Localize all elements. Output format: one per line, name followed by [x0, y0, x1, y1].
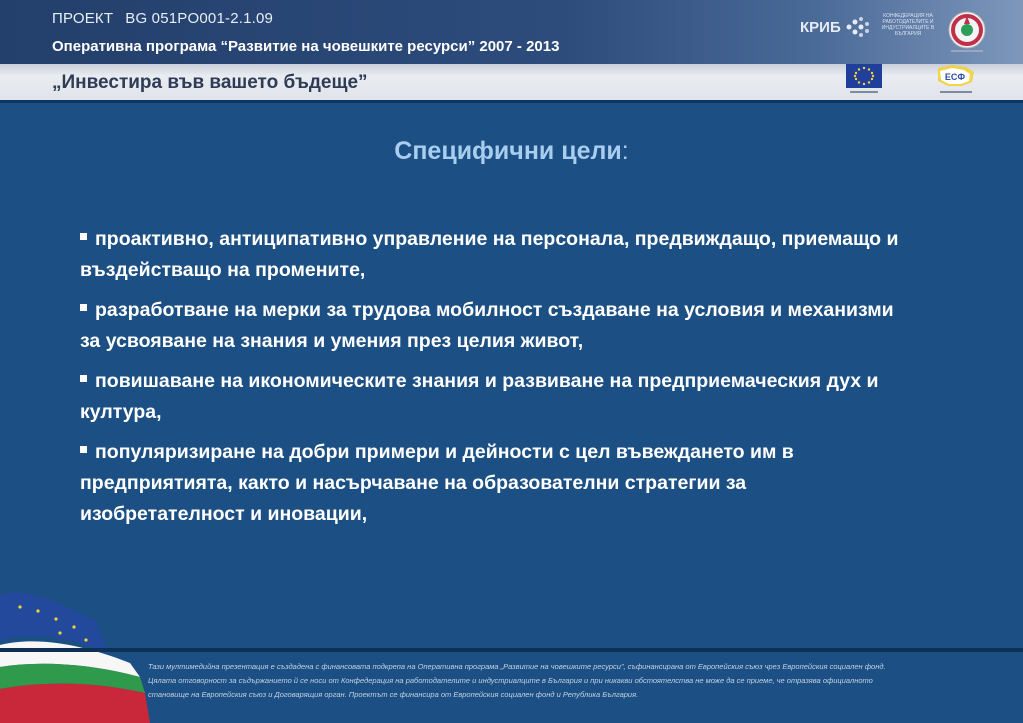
square-bullet-icon	[80, 304, 87, 311]
esf-logo-icon	[932, 62, 980, 96]
header-divider	[0, 100, 1023, 103]
krib-logo	[800, 10, 880, 44]
footer-disclaimer: Тази мултимедийна презентация е създадена с финансовата подкрепа на Оперативна програма „Развитие на човешките ресурси”, съфинансирана от Европейския съюз чрез Европейския социален фонд. Цялата отговорност за съдържанието й се носи от Конфедерация на работодателите и индустриалците в България и при никакви обстоятелства не може да се приеме, че отразява официалното становище на Европейския съюз и Договарящия орган. Проектът се финансира от Европейския социален фонд и Република България.	[148, 662, 886, 699]
slide-title	[0, 137, 1023, 166]
program-title: Оперативна програма “Развитие на човешките ресурси” 2007 - 2013	[52, 38, 560, 55]
list-item	[80, 366, 910, 428]
slide-title-colon: :	[621, 137, 629, 165]
list-item-text: популяризиране на добри примери и дейности с цел въвеждането им в предприятията, както и насърчаване на образователни стратегии за изобретателност и иновации,	[80, 441, 794, 525]
objectives-list	[80, 224, 910, 539]
list-item	[80, 437, 910, 530]
project-label: ПРОЕКТ	[52, 10, 114, 27]
footer-divider	[0, 648, 1023, 652]
project-line	[52, 10, 273, 27]
esf-logo-text: ЕСФ	[944, 72, 966, 82]
eu-flag-icon	[844, 62, 884, 96]
slide-title-text: Специфични цели	[394, 137, 622, 165]
list-item-text: проактивно, антиципативно управление на персонала, предвиждащо, приемащо и въздействащо на промените,	[80, 228, 899, 281]
header-banner	[0, 0, 1023, 103]
flags-decoration-icon	[0, 585, 150, 723]
list-item-text: повишаване на икономическите знания и развиване на предприемаческия дух и култура,	[80, 370, 879, 423]
list-item	[80, 224, 910, 286]
list-item-text: разработване на мерки за трудова мобилност създаване на условия и механизми за усвояване на знания и умения през целия живот,	[80, 299, 894, 352]
square-bullet-icon	[80, 233, 87, 240]
confederation-emblem-icon	[943, 8, 991, 56]
square-bullet-icon	[80, 375, 87, 382]
krib-logo-text: КРИБ	[800, 18, 841, 36]
slogan: „Инвестира във вашето бъдеще”	[52, 72, 368, 93]
list-item	[80, 295, 910, 357]
krib-dots-icon	[845, 16, 871, 38]
project-code: BG 051PO001-2.1.09	[125, 10, 274, 27]
square-bullet-icon	[80, 446, 87, 453]
confederation-logo-text: КОНФЕДЕРАЦИЯ НА РАБОТОДАТЕЛИТЕ И ИНДУСТРИАЛЦИТЕ В БЪЛГАРИЯ	[881, 13, 935, 37]
